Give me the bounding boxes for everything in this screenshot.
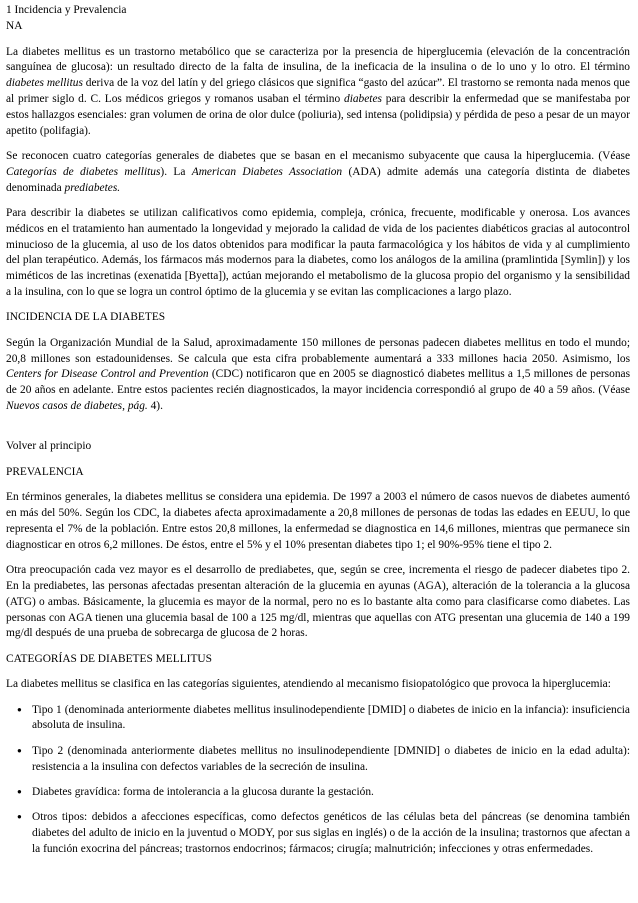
list-item: ● Tipo 1 (denominada anteriormente diabetes mellitus insulinodependiente [DMID] o diabetes de inicio en la infancia): insuficiencia absoluta de insulina.	[32, 703, 630, 735]
bullet-icon	[17, 703, 25, 719]
back-to-top-link[interactable]: Volver al principio	[6, 440, 92, 453]
intro-paragraph-3: Para describir la diabetes se utilizan calificativos como epidemia, compleja, crónica, frecuente, modificable y onerosa. Los avances médicos en el tratamiento han aumentado la longevidad y mejorado la calidad de vida de los pacientes diabéticos gracias al autocontrol minucioso de la glucemia, al uso de los datos obtenidos para modificar la pauta farmacológica y los hábitos de vida y al cumplimiento del plan terapéutico. Además, los fármacos más modernos para la diabetes, como los análogos de la amilina (pramlintida [Symlin]) y los miméticos de las incretinas (exenatida [Byetta]), actúan mejorando el metabolismo de la glucosa propio del organismo y la sensibilidad a la insulina, con lo que se logra un control óptimo de la glucemia y se evitan las complicaciones a largo plazo.	[6, 206, 630, 298]
prevalencia-paragraph-2: Otra preocupación cada vez mayor es el desarrollo de prediabetes, que, según se cree, incrementa el riesgo de padecer diabetes tipo 2. En la prediabetes, las personas afectadas presentan alteración de la glucemia en ayunas (AGA), alteración de la tolerancia a la glucosa (ATG) o ambas. Básicamente, la glucemia es mayor de la normal, pero no es lo bastante alta como para clasificarse como diabetes. Las personas con AGA tienen una glucemia basal de 100 a 125 mg/dl, mientras que aquellas con ATG presentan una glucemia de 140 a 199 mg/dl después de una prueba de sobrecarga de glucosa de 2 horas.	[6, 564, 630, 640]
categorias-list	[6, 703, 630, 858]
term-diabetes: diabetes	[344, 92, 382, 105]
heading-incidencia: INCIDENCIA DE LA DIABETES	[6, 311, 166, 324]
term-prediabetes: prediabetes.	[64, 181, 121, 194]
ref-categorias: Categorías de diabetes mellitus	[6, 165, 161, 178]
document-subtitle: NA	[6, 19, 23, 32]
bullet-icon	[17, 744, 25, 760]
heading-prevalencia: PREVALENCIA	[6, 466, 84, 479]
term-diabetes-mellitus: diabetes mellitus	[6, 77, 83, 90]
bullet-icon	[17, 810, 25, 826]
ref-ada: American Diabetes Association	[191, 165, 343, 178]
prevalencia-paragraph-1: En términos generales, la diabetes mellitus se considera una epidemia. De 1997 a 2003 el número de casos nuevos de diabetes aumentó en más del 50%. Según los CDC, la diabetes afecta aproximadamente a 20,8 millones de personas de todas las edades en EEUU, lo que representa el 7% de la población. Entre estos 20,8 millones, la enfermedad se diagnostica en 14,6 millones, mientras que permanece sin diagnosticar en otros 6,2 millones. De éstos, entre el 5% y el 10% presentan diabetes tipo 1; el 90%-95% tiene el tipo 2.	[6, 491, 630, 551]
incidencia-paragraph: Según la Organización Mundial de la Salud, aproximadamente 150 millones de personas padecen diabetes mellitus en todo el mundo; 20,8 millones son estadounidenses. Se calcula que esta cifra probablemente aumentará a 333 millones hacia 2050. Asimismo, los Centers for Disease Control and Prevention (CDC) notificaron que en 2005 se diagnosticó diabetes mellitus a 1,5 millones de personas de 20 años en adelante. Entre estos pacientes recién diagnosticados, la mayor incidencia correspondió al grupo de 40 a 59 años. (Véase Nuevos casos de diabetes, pág. 4).	[6, 336, 630, 412]
ref-nuevos-casos: Nuevos casos de diabetes,	[6, 399, 125, 412]
list-item: ● Tipo 2 (denominada anteriormente diabetes mellitus no insulinodependiente [DMNID] o diabetes de inicio en la edad adulta): resistencia a la insulina con defectos variables de la secreción de insulina.	[32, 744, 630, 776]
list-item: ● Otros tipos: debidos a afecciones específicas, como defectos genéticos de las células beta del páncreas (se denomina también diabetes del adulto de inicio en la juventud o MODY, por sus siglas en inglés) o de la acción de la insulina; trastornos que afectan a la función exocrina del páncreas; trastornos endocrinos; fármacos; cirugía; malnutrición; infecciones y otras enfermedades.	[32, 810, 630, 857]
intro-paragraph-1: La diabetes mellitus es un trastorno metabólico que se caracteriza por la presencia de hiperglucemia (elevación de la concentración sanguínea de glucosa): un resultado directo de la falta de insulina, de la ineficacia de la insulina o de lo uno y lo otro. El término diabetes mellitus deriva de la voz del latín y del griego clásicos que significa “gasto del azúcar”. El trastorno se remonta nada menos que al primer siglo d. C. Los médicos griegos y romanos usaban el término diabetes para describir la enfermedad que se manifestaba por estos hallazgos esenciales: gran volumen de orina de olor dulce (poliuria), sed intensa (polidipsia) y pérdida de peso a pesar de un mayor apetito (polifagia).	[6, 45, 630, 137]
bullet-icon	[17, 785, 25, 801]
heading-categorias: CATEGORÍAS DE DIABETES MELLITUS	[6, 652, 212, 665]
ref-pagina: pág.	[127, 399, 148, 412]
ref-cdc: Centers for Disease Control and Prevention	[6, 368, 209, 381]
document-title: 1 Incidencia y Prevalencia	[6, 4, 127, 16]
intro-paragraph-2: Se reconocen cuatro categorías generales de diabetes que se basan en el mecanismo subyacente que causa la hiperglucemia. (Véase Categorías de diabetes mellitus). La American Diabetes Association (ADA) admite además una categoría distinta de diabetes denominada prediabetes.	[6, 149, 630, 194]
list-item: ● Diabetes gravídica: forma de intolerancia a la glucosa durante la gestación.	[32, 785, 630, 801]
categorias-intro: La diabetes mellitus se clasifica en las categorías siguientes, atendiendo al mecanismo fisiopatológico que provoca la hiperglucemia:	[6, 678, 611, 691]
